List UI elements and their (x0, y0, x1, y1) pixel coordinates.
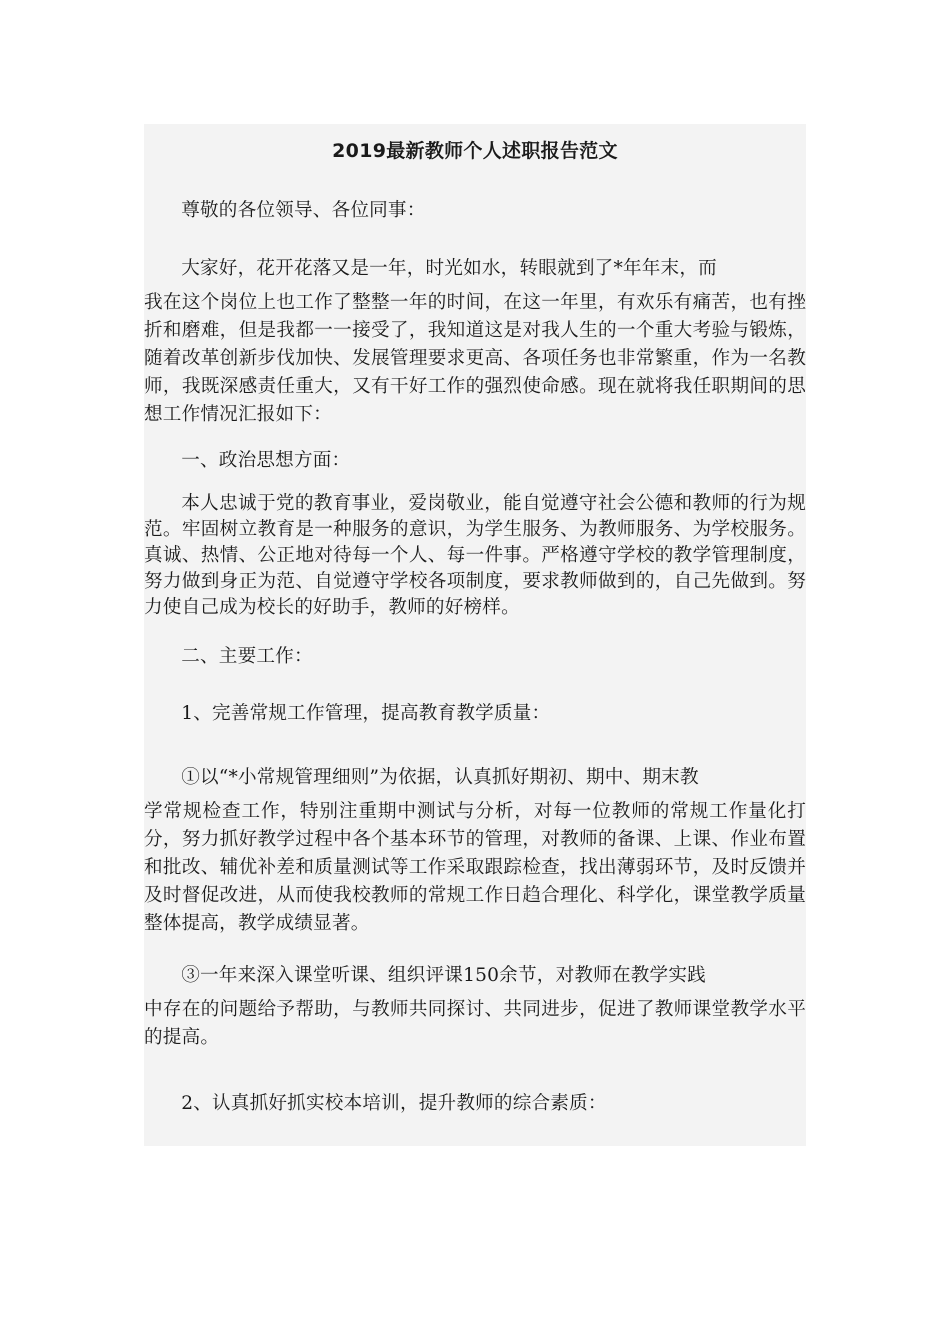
paragraph-lesson-observation (144, 962, 806, 1052)
section-heading-main-work: 二、主要工作： (181, 646, 313, 667)
paragraph-intro (144, 255, 806, 429)
subsection-heading-1: 1、完善常规工作管理，提高教育教学质量： (181, 703, 551, 724)
paragraph-intro-rest: 我在这个岗位上也工作了整整一年的时间，在这一年里，有欢乐有痛苦，也有挫折和磨难，但是我都一一接受了，我知道这是对我人生的一个重大考验与锻炼，随着改革创新步伐加快、发展管理要求更高、各项任务也非常繁重，作为一名教师，我既深感责任重大，又有干好工作的强烈使命感。现在就将我任职期间的思想工作情况汇报如下： (144, 292, 806, 425)
document-title: 2019最新教师个人述职报告范文 (332, 140, 618, 162)
paragraph-observation-line1: ③一年来深入课堂听课、组织评课150余节，对教师在教学实践 (181, 965, 706, 986)
paragraph-routine-rest: 学常规检查工作，特别注重期中测试与分析，对每一位教师的常规工作量化打分，努力抓好教学过程中各个基本环节的管理，对教师的备课、上课、作业布置和批改、辅优补差和质量测试等工作采取跟踪检查，找出薄弱环节，及时反馈并及时督促改进，从而使我校教师的常规工作日趋合理化、科学化，课堂教学质量整体提高，教学成绩显著。 (144, 801, 806, 934)
paragraph-routine-management (144, 764, 806, 938)
document-page (144, 124, 806, 1146)
paragraph-political: 本人忠诚于党的教育事业，爱岗敬业，能自觉遵守社会公德和教师的行为规范。牢固树立教育是一种服务的意识，为学生服务、为教师服务、为学校服务。真诚、热情、公正地对待每一个人、每一件事。严格遵守学校的教学管理制度，努力做到身正为范、自觉遵守学校各项制度，要求教师做到的，自己先做到。努力使自己成为校长的好助手，教师的好榜样。 (144, 493, 806, 618)
greeting: 尊敬的各位领导、各位同事： (181, 200, 426, 221)
paragraph-routine-line1: ①以“*小常规管理细则”为依据，认真抓好期初、期中、期末教 (181, 767, 699, 788)
subsection-heading-2: 2、认真抓好抓实校本培训，提升教师的综合素质： (181, 1093, 607, 1114)
section-heading-political: 一、政治思想方面： (181, 450, 351, 471)
paragraph-observation-rest: 中存在的问题给予帮助，与教师共同探讨、共同进步，促进了教师课堂教学水平的提高。 (144, 999, 806, 1048)
paragraph-intro-line1: 大家好，花开花落又是一年，时光如水，转眼就到了*年年末，而 (181, 258, 717, 279)
